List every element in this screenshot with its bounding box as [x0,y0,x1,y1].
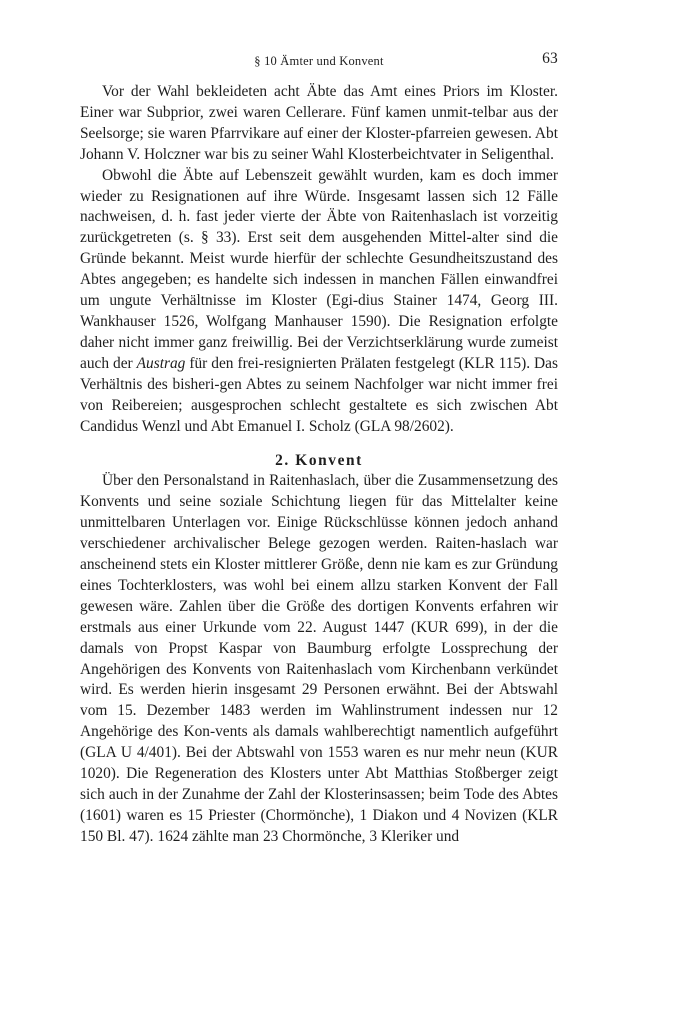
paragraph-prior-offices: Vor der Wahl bekleideten acht Äbte das Amt eines Priors im Kloster. Einer war Subprior, zwei waren Cellerare. Fünf kamen unmit-telbar aus der Seelsorge; sie waren Pfarrvikare auf einer der Kloster-pfarreien gewesen. Abt Johann V. Holczner war bis zu seiner Wahl Klosterbeichtvater in Seligenthal. [80,83,558,163]
running-header [80,50,558,74]
italic-term-austrag: Austrag [136,354,186,372]
paragraph-resignations-text-1: Obwohl die Äbte auf Lebenszeit gewählt wurden, kam es doch immer wieder zu Resignationen auf ihre Würde. Insgesamt lassen sich 12 Fälle nachweisen, d. h. fast jeder vierte der Äbte von Raitenhaslach ist vorzeitig zurückgetreten (s. § 33). Erst seit dem ausgehenden Mittel-alter sind die Gründe bekannt. Meist wurde hierfür der schlechte Gesundheitszustand des Abtes angegeben; es handelte sich indessen in manchen Fällen einwandfrei um ungute Verhältnisse im Kloster (Egi-dius Stainer 1474, Georg III. Wankhauser 1526, Wolfgang Manhauser 1590). Die Resignation erfolgte daher nicht immer ganz freiwillig. Bei der Verzichtserklärung wurde zumeist auch der [80,166,558,372]
book-page [80,50,558,848]
paragraph-convent-size: Über den Personalstand in Raitenhaslach, über die Zusammensetzung des Konvents und seine soziale Schichtung liegen für das Mittelalter keine unmittelbaren Unterlagen vor. Einige Rückschlüsse können jedoch anhand verschiedener archivalischer Belege gezogen werden. Raiten-haslach war anscheinend stets ein Kloster mittlerer Größe, denn nie kam es zur Gründung eines Tochterklosters, was wohl bei einem allzu starken Konvent der Fall gewesen wäre. Zahlen über die Größe des dortigen Konvents erfahren wir erstmals aus einer Urkunde vom 22. August 1447 (KUR 699), in der die damals von Propst Kaspar von Baumburg erfolgte Lossprechung der Angehörigen des Konvents von Raitenhaslach vom Kirchenbann verkündet wird. Es werden hierin insgesamt 29 Personen erwähnt. Bei der Abtswahl vom 15. Dezember 1483 werden im Wahlinstrument indessen nur 12 Angehörige des Kon-vents als damals wahlberechtigt namentlich aufgeführt (GLA U 4/401). Bei der Abtswahl von 1553 waren es nur mehr neun (KUR 1020). Die Regeneration des Klosters unter Abt Matthias Stoßberger zeigt sich auch in der Zunahme der Zahl der Klosterinsassen; beim Tode des Abtes (1601) waren es 15 Priester (Chormönche), 1 Diakon und 4 Novizen (KLR 150 Bl. 47). 1624 zählte man 23 Chormönche, 3 Kleriker und [80,472,558,845]
section-heading-konvent: 2. Konvent [275,452,363,470]
running-title: § 10 Ämter und Konvent [254,54,384,68]
paragraph-resignations-text-2: für den frei-resignierten Prälaten festgelegt (KLR 115). Das Verhältnis des bisheri-gen Abtes zu seinem Nachfolger war nicht immer frei von Reibereien; ausgesprochen schlecht gestaltete es sich zwischen Abt Candidus Wenzl und Abt Emanuel I. Scholz (GLA 98/2602). [80,354,558,435]
page-number: 63 [542,50,558,67]
paragraph-resignations [80,166,558,438]
